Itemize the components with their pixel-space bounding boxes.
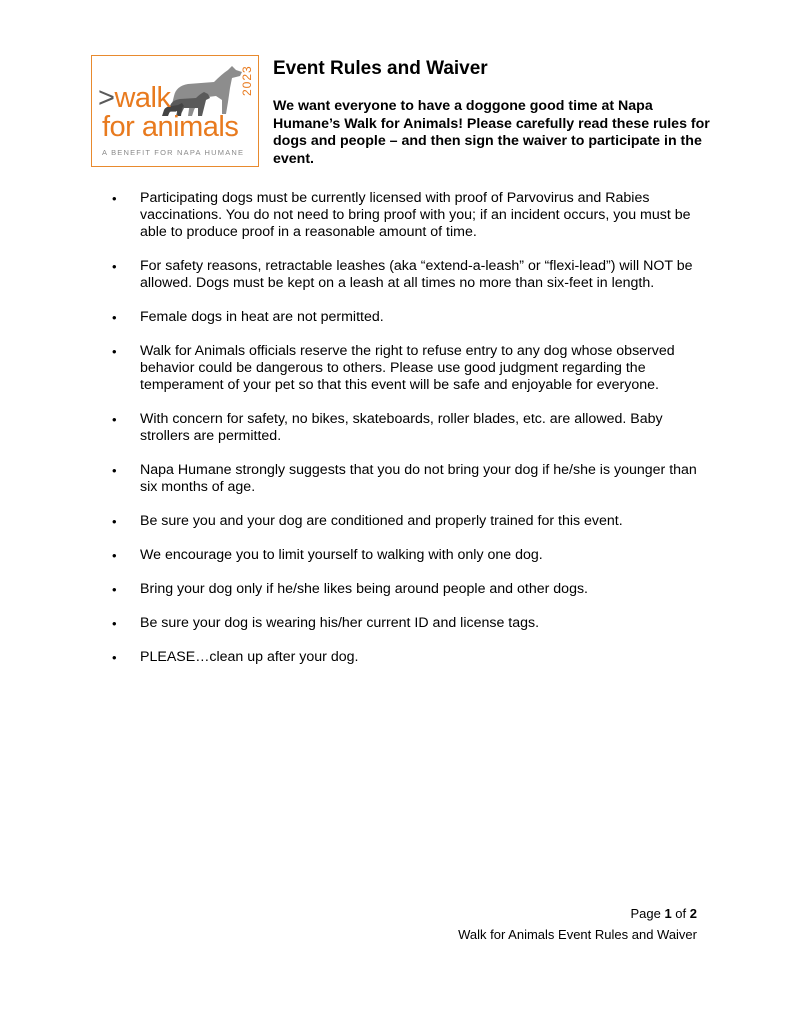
footer-doc-title: Walk for Animals Event Rules and Waiver [458, 927, 697, 942]
rule-item: • We encourage you to limit yourself to walking with only one dog. [112, 547, 543, 563]
rule-item: • Female dogs in heat are not permitted. [112, 309, 384, 325]
bullet-icon: • [112, 616, 117, 631]
rule-item: • PLEASE…clean up after your dog. [112, 649, 359, 665]
rule-item: • Be sure your dog is wearing his/her current ID and license tags. [112, 615, 540, 631]
logo-benefit-text: A BENEFIT FOR NAPA HUMANE [102, 148, 245, 157]
logo-chevron-icon: > [98, 82, 115, 114]
rule-item: • Walk for Animals officials reserve the right to refuse entry to any dog whose observed behavior could be dangerous to others. Please use good judgment regarding the temperament of your pet so that this event will be safe and enjoyable for everyone. [112, 343, 675, 393]
bullet-icon: • [112, 412, 117, 427]
rule-item: • Bring your dog only if he/she likes being around people and other dogs. [112, 581, 589, 597]
walk-for-animals-logo [91, 55, 259, 167]
rule-item: • Participating dogs must be currently licensed with proof of Parvovirus and Rabies vaccinations. You do not need to bring proof with you; if an incident occurs, you must be able to produce proof in a reasonable amount of time. [112, 190, 691, 240]
rule-item: • With concern for safety, no bikes, skateboards, roller blades, etc. are allowed. Baby strollers are permitted. [112, 411, 663, 444]
bullet-icon: • [112, 582, 117, 597]
bullet-icon: • [112, 650, 117, 665]
logo-for-animals-text: for animals [102, 111, 239, 143]
rule-item: • For safety reasons, retractable leashes (aka “extend-a-leash” or “flexi-lead”) will NOT be allowed. Dogs must be kept on a leash at all times no more than six-feet in length. [112, 258, 693, 291]
rule-item: • Be sure you and your dog are conditioned and properly trained for this event. [112, 513, 623, 529]
rule-item: • Napa Humane strongly suggests that you do not bring your dog if he/she is younger than six months of age. [112, 462, 697, 495]
page-number: Page 1 of 2 [630, 906, 697, 921]
bullet-icon: • [112, 514, 117, 529]
rules-list [112, 190, 712, 666]
dogs-silhouette-icon [162, 62, 252, 118]
bullet-icon: • [112, 191, 117, 206]
bullet-icon: • [112, 548, 117, 563]
bullet-icon: • [112, 463, 117, 478]
bullet-icon: • [112, 310, 117, 325]
logo-walk-text: >walk [98, 82, 171, 114]
intro-paragraph: We want everyone to have a doggone good time at Napa Humane’s Walk for Animals! Please carefully read these rules for dogs and people – and then sign the waiver to participate in the event. [273, 98, 710, 167]
page-title: Event Rules and Waiver [273, 58, 488, 79]
bullet-icon: • [112, 344, 117, 359]
logo-year: 2023 [240, 65, 254, 96]
bullet-icon: • [112, 259, 117, 274]
